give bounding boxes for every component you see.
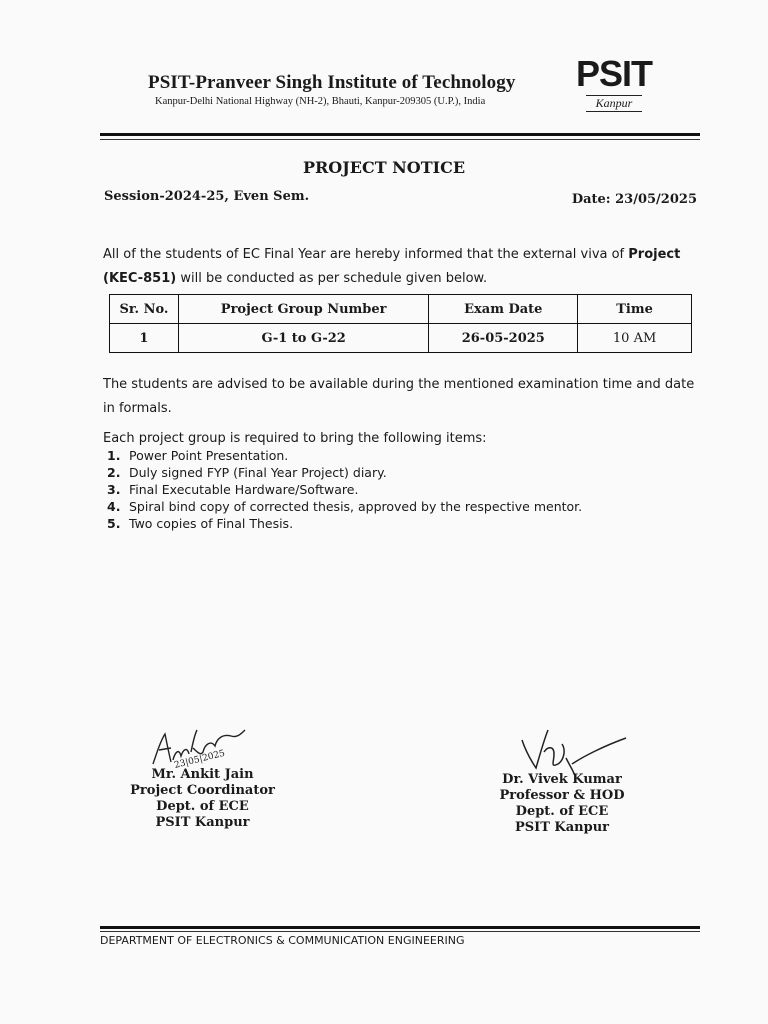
signatory-right <box>487 772 637 836</box>
header-divider-thin <box>100 139 700 140</box>
schedule-table <box>109 294 692 353</box>
psit-logo <box>574 53 654 112</box>
footer-divider-thin <box>100 931 700 932</box>
header-divider-thick <box>100 133 700 136</box>
notice-title: PROJECT NOTICE <box>302 158 466 177</box>
signatory-name: Dr. Vivek Kumar <box>502 772 622 787</box>
footer-divider-thick <box>100 926 700 929</box>
institute-address: Kanpur-Delhi National Highway (NH-2), Bhauti, Kanpur-209305 (U.P.), India <box>155 96 486 107</box>
notice-date: Date: 23/05/2025 <box>571 192 697 207</box>
session-label: Session-2024-25, Even Sem. <box>104 189 310 204</box>
signatory-left <box>120 767 285 831</box>
handwritten-signature-left <box>145 722 260 772</box>
footer-department: DEPARTMENT OF ELECTRONICS & COMMUNICATION ENGINEERING <box>100 934 465 947</box>
cell-exam-date: 26-05-2025 <box>429 324 578 353</box>
table-header-row <box>110 295 692 324</box>
svg-text:23|05|2025: 23|05|2025 <box>173 748 227 771</box>
signatory-role: Professor & HOD <box>499 788 625 803</box>
cell-sr-no: 1 <box>110 324 179 353</box>
logo-subtext: Kanpur <box>586 95 643 112</box>
logo-text: PSIT <box>575 53 652 94</box>
items-list <box>103 447 582 532</box>
signatory-org: PSIT Kanpur <box>514 820 609 835</box>
list-item: 5. Two copies of Final Thesis. <box>107 516 294 531</box>
signatory-dept: Dept. of ECE <box>156 799 249 814</box>
intro-text-2: will be conducted as per schedule given below. <box>176 271 488 286</box>
cell-time: 10 AM <box>578 324 692 353</box>
list-item: 2. Duly signed FYP (Final Year Project) diary. <box>107 465 387 480</box>
signatory-name: Mr. Ankit Jain <box>151 767 254 782</box>
list-item: 1. Power Point Presentation. <box>107 448 289 463</box>
intro-paragraph <box>103 243 700 291</box>
col-header: Time <box>578 295 692 324</box>
table-row <box>110 324 692 353</box>
institute-name: PSIT-Pranveer Singh Institute of Technology <box>148 72 516 93</box>
cell-group: G-1 to G-22 <box>178 324 429 353</box>
items-heading: Each project group is required to bring the following items: <box>103 431 487 446</box>
col-header: Exam Date <box>429 295 578 324</box>
col-header: Sr. No. <box>110 295 179 324</box>
advice-paragraph: The students are advised to be available during the mentioned examination time and date in formals. <box>103 377 695 416</box>
list-item: 4. Spiral bind copy of corrected thesis, approved by the respective mentor. <box>107 499 583 514</box>
list-item: 3. Final Executable Hardware/Software. <box>107 482 359 497</box>
col-header: Project Group Number <box>178 295 429 324</box>
signatory-org: PSIT Kanpur <box>155 815 250 830</box>
intro-text-1: All of the students of EC Final Year are hereby informed that the external viva of <box>103 247 629 262</box>
signatory-dept: Dept. of ECE <box>515 804 609 819</box>
signatory-role: Project Coordinator <box>130 783 275 798</box>
intro-course-code: Project (KEC-851) <box>103 247 681 286</box>
